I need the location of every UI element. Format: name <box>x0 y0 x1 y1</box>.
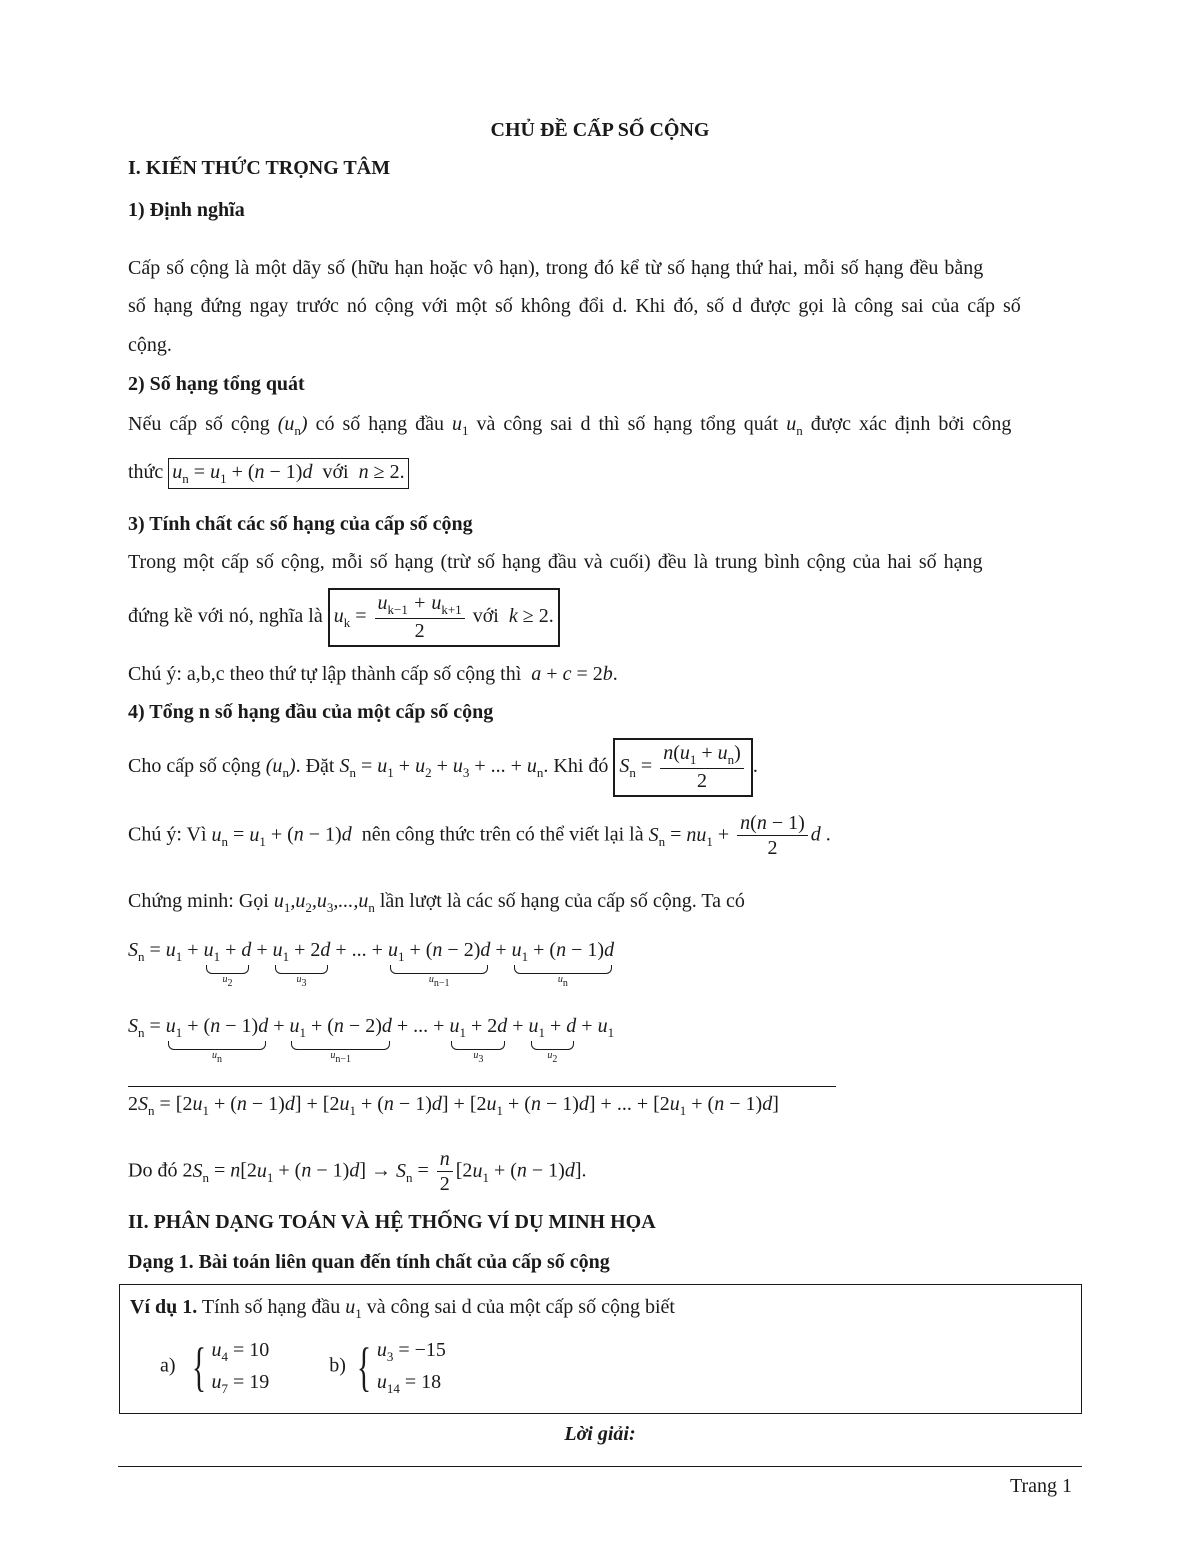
sequence-un-math: $(u_n)$ <box>277 413 308 438</box>
subheading-sum: 4) Tổng n số hạng đầu của một cấp số cộng <box>128 701 494 723</box>
example-text-b: và công sai d của một cấp số cộng biết <box>366 1296 675 1318</box>
proof-text-b: lần lượt là các số hạng của cấp số cộng. Ta có <box>379 890 745 912</box>
general-term-formula-label: thức <box>128 461 164 483</box>
conclusion-text: Do đó <box>128 1159 178 1182</box>
proof-doubled-sum: $2S_n = [2u_1 + (n - 1)d] + [2u_1 + (n - 1)d] + [2u_1 + (n - 1)d]$ + ... + $[2u_1 + (n - 1)d]$ <box>128 1093 779 1118</box>
definition-line-2: số hạng đứng ngay trước nó cộng với một số không đổi d. Khi đó, số d được gọi là công sai của cấp số <box>128 295 1021 317</box>
proof-sum-forward: $S_n = u_1$ + $u_1 + d$ u2 + $u_1 + 2d$ u3 + ... + $u_1 + (n - 2)d$ un−1 + $u_1 + (n - 1)d$ un <box>128 939 615 989</box>
section-heading-1: I. KIẾN THỨC TRỌNG TÂM <box>128 157 391 179</box>
properties-formula-with: với <box>472 605 499 628</box>
system-a: $u_4 = 10$ $u_7 = 19$ <box>211 1339 270 1397</box>
example-systems: a) { $u_4 = 10$ $u_7 = 19$ b) { $u_3 = -15$ $u_{14} = 18$ <box>160 1335 446 1399</box>
u1-math: $u_1$ <box>452 413 469 438</box>
general-term-text-d: được xác định bởi công <box>810 413 1012 435</box>
proof-intro: Chứng minh: Gọi $u_1,u_2,u_3,...,u_n$ lần lượt là các số hạng của cấp số cộng. Ta có <box>128 890 745 915</box>
document-title: CHỦ ĐỀ CẤP SỐ CỘNG <box>490 119 710 141</box>
general-term-text-b: có số hạng đầu <box>315 413 444 435</box>
sum-text-c: . Khi đó <box>543 755 609 778</box>
example-part-b: b) <box>329 1354 346 1377</box>
subheading-definition: 1) Định nghĩa <box>128 199 245 221</box>
properties-note: Chú ý: a,b,c theo thứ tự lập thành cấp số cộng thì a + c = 2b. <box>128 663 618 685</box>
example-label: Ví dụ 1. <box>130 1296 198 1318</box>
properties-formula-box: $u_k$ = $\frac{u_{k-1} + u_{k+1}}{2}$ với k ≥ 2. <box>328 588 560 647</box>
sum-note: Chú ý: Vì $u_n = u_1 + (n - 1)d$ nên công thức trên có thể viết lại là $S_n = nu_1$ + $\frac{n(n - 1)}{2}$ d . <box>128 812 831 859</box>
example-text-a: Tính số hạng đầu <box>201 1296 341 1318</box>
sum-line-1: Cho cấp số cộng $(u_n)$. Đặt $S_n = u_1 + u_2 + u_3$ + ... + $u_n$. Khi đó $S_n$ = $\frac{n(u_1 + u_n)}{2}$ . <box>128 738 758 797</box>
subheading-general-term: 2) Số hạng tổng quát <box>128 373 305 395</box>
solution-label: Lời giải: <box>564 1423 636 1445</box>
sum-formula-box: $S_n$ = $\frac{n(u_1 + u_n)}{2}$ <box>613 738 752 797</box>
sum-text-b: . Đặt <box>295 755 335 778</box>
sum-text-a: Cho cấp số cộng <box>128 755 261 778</box>
footer-rule <box>118 1466 1082 1467</box>
section-heading-2: II. PHÂN DẠNG TOÁN VÀ HỆ THỐNG VÍ DỤ MINH HỌA <box>128 1211 656 1233</box>
definition-line-3: cộng. <box>128 334 172 356</box>
proof-text-a: Chứng minh: Gọi <box>128 890 269 912</box>
example-part-a: a) <box>160 1354 176 1377</box>
problem-type-1: Dạng 1. Bài toán liên quan đến tính chất của cấp số cộng <box>128 1251 610 1273</box>
un-math: $u_n$ <box>786 413 803 438</box>
properties-text: đứng kề với nó, nghĩa là <box>128 605 323 628</box>
general-term-line-1 <box>128 412 1011 439</box>
properties-line-1: Trong một cấp số cộng, mỗi số hạng (trừ số hạng đầu và cuối) đều là trung bình cộng của hai số hạng <box>128 551 983 573</box>
general-term-text-c: và công sai d thì số hạng tổng quát <box>476 413 779 435</box>
general-term-text-a: Nếu cấp số cộng <box>128 413 270 435</box>
page-number: Trang 1 <box>1009 1475 1072 1497</box>
general-term-formula-with: với <box>322 461 349 483</box>
properties-note-text: Chú ý: a,b,c theo thứ tự lập thành cấp số cộng thì <box>128 663 522 685</box>
general-term-formula-box: $u_n = u_1 + (n - 1)d$ với n ≥ 2. <box>168 458 408 489</box>
example-statement: Ví dụ 1. Tính số hạng đầu $u_1$ và công sai d của một cấp số cộng biết <box>130 1296 675 1321</box>
properties-line-2 <box>128 588 560 647</box>
definition-line-1: Cấp số cộng là một dãy số (hữu hạn hoặc vô hạn), trong đó kể từ số hạng thứ hai, mỗi số hạng đều bằng <box>128 257 984 279</box>
proof-conclusion: Do đó $2S_n = n[2u_1 + (n - 1)d] \to S_n$ = $\frac{n}{2}$ $[2u_1 + (n - 1)d]$. <box>128 1148 587 1195</box>
sum-note-text-a: Chú ý: Vì <box>128 823 207 846</box>
proof-sum-rule <box>128 1086 836 1087</box>
subheading-properties: 3) Tính chất các số hạng của cấp số cộng <box>128 513 473 535</box>
system-b: $u_3 = -15$ $u_{14} = 18$ <box>376 1339 446 1397</box>
proof-sum-backward: $S_n$ = $u_1 + (n - 1)d$ un + $u_1 + (n - 2)d$ un−1 + ... + $u_1 + 2d$ u3 + $u_1 + d$ u2 + $u_1$ <box>128 1015 615 1065</box>
sum-note-text-b: nên công thức trên có thể viết lại là <box>361 823 644 846</box>
general-term-line-2 <box>128 458 409 489</box>
